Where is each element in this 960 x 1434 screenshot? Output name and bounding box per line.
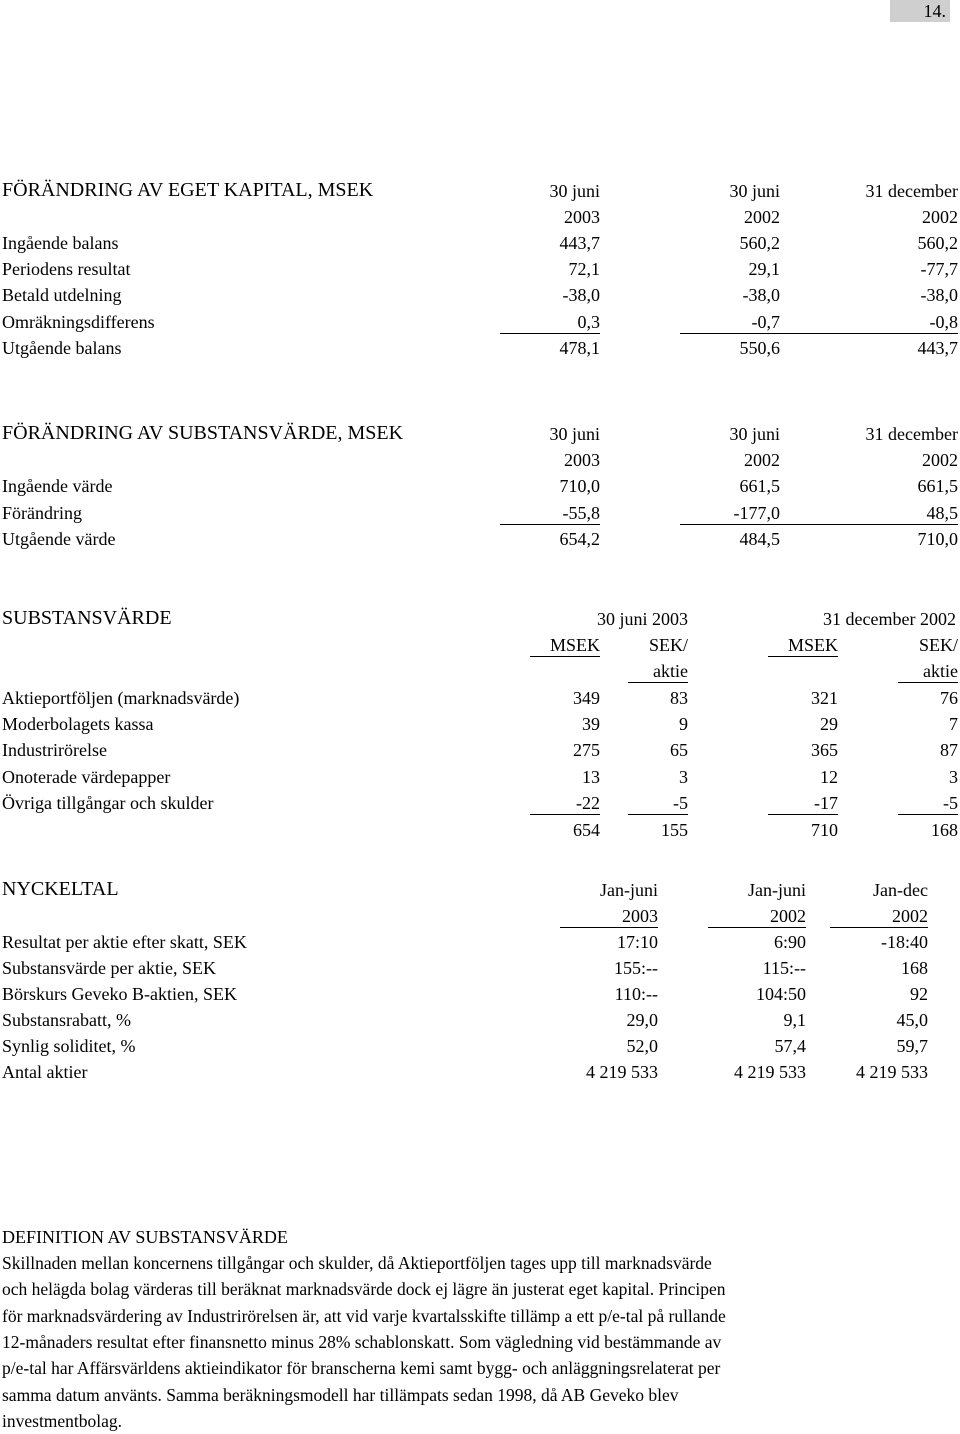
column-header-sek: SEK/ <box>918 635 958 655</box>
table-cell: 104:50 <box>755 984 806 1004</box>
table-cell: 52,0 <box>626 1036 658 1056</box>
row-label: Synlig soliditet, % <box>2 1036 136 1056</box>
table-total-cell: 155 <box>661 820 688 840</box>
table-cell: 4 219 533 <box>856 1062 928 1082</box>
table-cell: 155:-- <box>614 958 658 978</box>
row-label: Aktieportföljen (marknadsvärde) <box>2 688 240 708</box>
table-cell: -5 <box>628 792 688 815</box>
table-cell: 6:90 <box>773 932 806 952</box>
row-label: Industrirörelse <box>2 740 107 760</box>
table-cell: 349 <box>573 688 600 708</box>
row-label: Övriga tillgångar och skulder <box>2 793 214 813</box>
definition-text-line: samma datum använts. Samma beräkningsmodell har tillämpats sedan 1998, då AB Geveko blev <box>2 1384 679 1405</box>
table-cell: 110:-- <box>614 984 658 1004</box>
table-cell: 12 <box>820 767 838 787</box>
column-header-period: 30 juni <box>549 424 600 444</box>
column-header-period: Jan-juni <box>600 880 658 900</box>
table-cell: 3 <box>949 767 958 787</box>
section-title: NYCKELTAL <box>2 878 119 900</box>
row-label: Förändring <box>2 503 82 523</box>
column-header-period: 31 december 2002 <box>823 609 956 629</box>
table-cell: 48,5 <box>780 502 958 525</box>
row-label: Ingående balans <box>2 233 119 253</box>
table-cell: -17 <box>768 792 838 815</box>
column-header-period: 31 december <box>865 181 958 201</box>
row-label: Antal aktier <box>2 1062 88 1082</box>
definition-text-line: p/e-tal har Affärsvärldens aktieindikator för branscherna kemi samt bygg- och anläggningsrelaterat per <box>2 1358 721 1379</box>
table-cell: 92 <box>910 984 928 1004</box>
table-cell: 39 <box>582 714 600 734</box>
table-cell: 560,2 <box>739 233 780 253</box>
table-cell: 83 <box>670 688 688 708</box>
table-cell: 87 <box>940 740 958 760</box>
column-header-period: Jan-dec <box>873 880 928 900</box>
table-cell: -0,8 <box>780 311 958 334</box>
table-cell: -22 <box>530 792 600 815</box>
table-cell: 76 <box>940 688 958 708</box>
column-header-aktie: aktie <box>898 660 958 683</box>
column-header-sek: SEK/ <box>648 635 688 655</box>
page-number: 14. <box>890 0 950 22</box>
table-cell: 59,7 <box>896 1036 928 1056</box>
column-header-period: 30 juni 2003 <box>596 609 688 629</box>
table-cell: 365 <box>811 740 838 760</box>
column-header-period: 30 juni <box>729 181 780 201</box>
table-cell: -55,8 <box>500 502 600 525</box>
table-cell: 29 <box>820 714 838 734</box>
table-cell: -38,0 <box>562 285 600 305</box>
section-title: FÖRÄNDRING AV EGET KAPITAL, MSEK <box>2 179 374 201</box>
definition-text-line: investmentbolag. <box>2 1410 123 1431</box>
definition-text-line: och helägda bolag värderas till beräknat marknadsvärde dock ej lägre än justerat eget kapital. Principen <box>2 1279 726 1300</box>
table-cell: 168 <box>901 958 928 978</box>
column-header-period: 30 juni <box>729 424 780 444</box>
row-label: Utgående värde <box>2 529 116 549</box>
column-header-msek: MSEK <box>768 634 838 657</box>
row-label: Periodens resultat <box>2 259 131 279</box>
table-cell: -38,0 <box>920 285 958 305</box>
row-label: Börskurs Geveko B-aktien, SEK <box>2 984 237 1004</box>
table-cell: 9,1 <box>783 1010 806 1030</box>
column-header-period: 30 juni <box>549 181 600 201</box>
table-cell: -77,7 <box>920 259 958 279</box>
table-cell: 17:10 <box>616 932 658 952</box>
table-cell: 29,1 <box>748 259 780 279</box>
row-label: Substansrabatt, % <box>2 1010 131 1030</box>
table-cell: 45,0 <box>896 1010 928 1030</box>
column-header-msek: MSEK <box>530 634 600 657</box>
row-label: Utgående balans <box>2 338 122 358</box>
definition-text-line: för marknadsvärdering av Industrirörelsen är, att vid varje kvartalsskifte tillämp a ett p/e-tal på rullande <box>2 1305 726 1326</box>
column-header-year: 2002 <box>922 207 958 227</box>
table-cell: -0,7 <box>680 311 780 334</box>
table-cell: 4 219 533 <box>586 1062 658 1082</box>
table-cell: 560,2 <box>917 233 958 253</box>
definition-text-line: Skillnaden mellan koncernens tillgångar och skulder, då Aktieportföljen tages upp till marknadsvärde <box>2 1253 712 1273</box>
table-cell: 710,0 <box>559 476 600 496</box>
table-cell: 661,5 <box>739 476 780 496</box>
table-cell: -18:40 <box>881 932 928 952</box>
row-label: Resultat per aktie efter skatt, SEK <box>2 932 247 952</box>
column-header-year: 2002 <box>744 450 780 470</box>
column-header-year: 2002 <box>922 450 958 470</box>
column-header-year: 2002 <box>708 905 806 928</box>
table-cell: 0,3 <box>500 311 600 334</box>
row-label: Omräkningsdifferens <box>2 312 155 332</box>
table-cell: 115:-- <box>762 958 806 978</box>
table-cell: 65 <box>670 740 688 760</box>
table-cell: 550,6 <box>739 338 780 358</box>
table-cell: 321 <box>811 688 838 708</box>
table-cell: -177,0 <box>680 502 780 525</box>
table-cell: 484,5 <box>739 529 780 549</box>
table-cell: -38,0 <box>742 285 780 305</box>
table-cell: -5 <box>898 792 958 815</box>
column-header-aktie: aktie <box>628 660 688 683</box>
table-cell: 478,1 <box>559 338 600 358</box>
table-total-cell: 654 <box>573 820 600 840</box>
table-cell: 9 <box>679 714 688 734</box>
column-header-year: 2002 <box>830 905 928 928</box>
table-cell: 7 <box>949 714 958 734</box>
table-cell: 654,2 <box>559 529 600 549</box>
table-cell: 57,4 <box>774 1036 806 1056</box>
row-label: Ingående värde <box>2 476 113 496</box>
column-header-year: 2003 <box>564 207 600 227</box>
definition-text-line: 12-månaders resultat efter finansnetto minus 28% schablonskatt. Som vägledning vid bestämmande av <box>2 1331 722 1352</box>
section-title: FÖRÄNDRING AV SUBSTANSVÄRDE, MSEK <box>2 422 404 444</box>
table-total-cell: 168 <box>931 820 958 840</box>
column-header-period: 31 december <box>865 424 958 444</box>
table-cell: 3 <box>679 767 688 787</box>
column-header-year: 2003 <box>560 905 658 928</box>
row-label: Moderbolagets kassa <box>2 714 154 734</box>
table-cell: 443,7 <box>917 338 958 358</box>
table-cell: 710,0 <box>917 529 958 549</box>
section-title: DEFINITION AV SUBSTANSVÄRDE <box>2 1227 288 1247</box>
column-header-year: 2002 <box>744 207 780 227</box>
row-label: Substansvärde per aktie, SEK <box>2 958 216 978</box>
section-title: SUBSTANSVÄRDE <box>2 607 172 629</box>
column-header-period: Jan-juni <box>748 880 806 900</box>
row-label: Betald utdelning <box>2 285 122 305</box>
table-total-cell: 710 <box>811 820 838 840</box>
table-cell: 13 <box>582 767 600 787</box>
table-cell: 443,7 <box>559 233 600 253</box>
row-label: Onoterade värdepapper <box>2 767 171 787</box>
table-cell: 661,5 <box>917 476 958 496</box>
column-header-year: 2003 <box>564 450 600 470</box>
table-cell: 29,0 <box>626 1010 658 1030</box>
table-cell: 275 <box>573 740 600 760</box>
table-cell: 4 219 533 <box>734 1062 806 1082</box>
table-cell: 72,1 <box>568 259 600 279</box>
